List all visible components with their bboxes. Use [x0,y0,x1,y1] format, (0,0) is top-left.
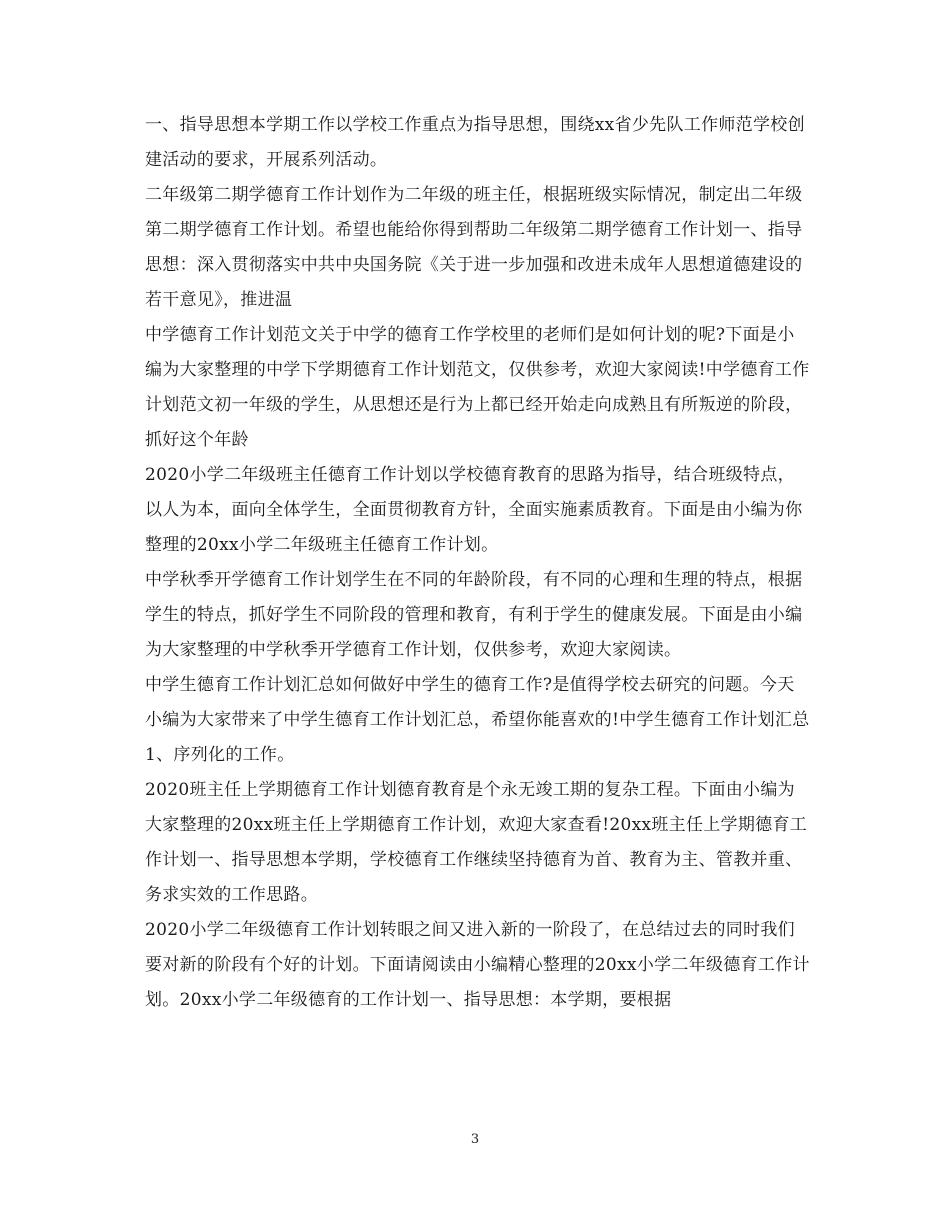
document-body [145,108,810,1018]
paragraph: 中学生德育工作计划汇总如何做好中学生的德育工作?是值得学校去研究的问题。今天小编为大家带来了中学生德育工作计划汇总，希望你能喜欢的!中学生德育工作计划汇总1、序列化的工作。 [145,675,810,765]
paragraph: 中学德育工作计划范文关于中学的德育工作学校里的老师们是如何计划的呢?下面是小编为大家整理的中学下学期德育工作计划范文，仅供参考，欢迎大家阅读!中学德育工作计划范文初一年级的学生，从思想还是行为上都已经开始走向成熟且有所叛逆的阶段，抓好这个年龄 [145,325,810,450]
page-number: 3 [470,1132,480,1147]
paragraph: 2020小学二年级班主任德育工作计划以学校德育教育的思路为指导，结合班级特点，以人为本，面向全体学生，全面贯彻教育方针，全面实施素质教育。下面是由小编为你整理的20xx小学二年级班主任德育工作计划。 [145,465,803,555]
paragraph: 2020班主任上学期德育工作计划德育教育是个永无竣工期的复杂工程。下面由小编为大家整理的20xx班主任上学期德育工作计划，欢迎大家查看!20xx班主任上学期德育工作计划一、指导思想本学期，学校德育工作继续坚持德育为首、教育为主、管教并重、务求实效的工作思路。 [145,780,808,905]
paragraph: 2020小学二年级德育工作计划转眼之间又进入新的一阶段了，在总结过去的同时我们要对新的阶段有个好的计划。下面请阅读由小编精心整理的20xx小学二年级德育工作计划。20xx小学二年级德育的工作计划一、指导思想：本学期，要根据 [145,920,810,1010]
paragraph: 中学秋季开学德育工作计划学生在不同的年龄阶段，有不同的心理和生理的特点，根据学生的特点，抓好学生不同阶段的管理和教育，有利于学生的健康发展。下面是由小编为大家整理的中学秋季开学德育工作计划，仅供参考，欢迎大家阅读。 [145,570,803,660]
paragraph: 二年级第二期学德育工作计划作为二年级的班主任，根据班级实际情况，制定出二年级第二期学德育工作计划。希望也能给你得到帮助二年级第二期学德育工作计划一、指导思想：深入贯彻落实中共中央国务院《关于进一步加强和改进未成年人思想道德建设的若干意见》，推进温 [145,185,803,310]
paragraph: 一、指导思想本学期工作以学校工作重点为指导思想，围绕xx省少先队工作师范学校创建活动的要求，开展系列活动。 [145,115,805,170]
